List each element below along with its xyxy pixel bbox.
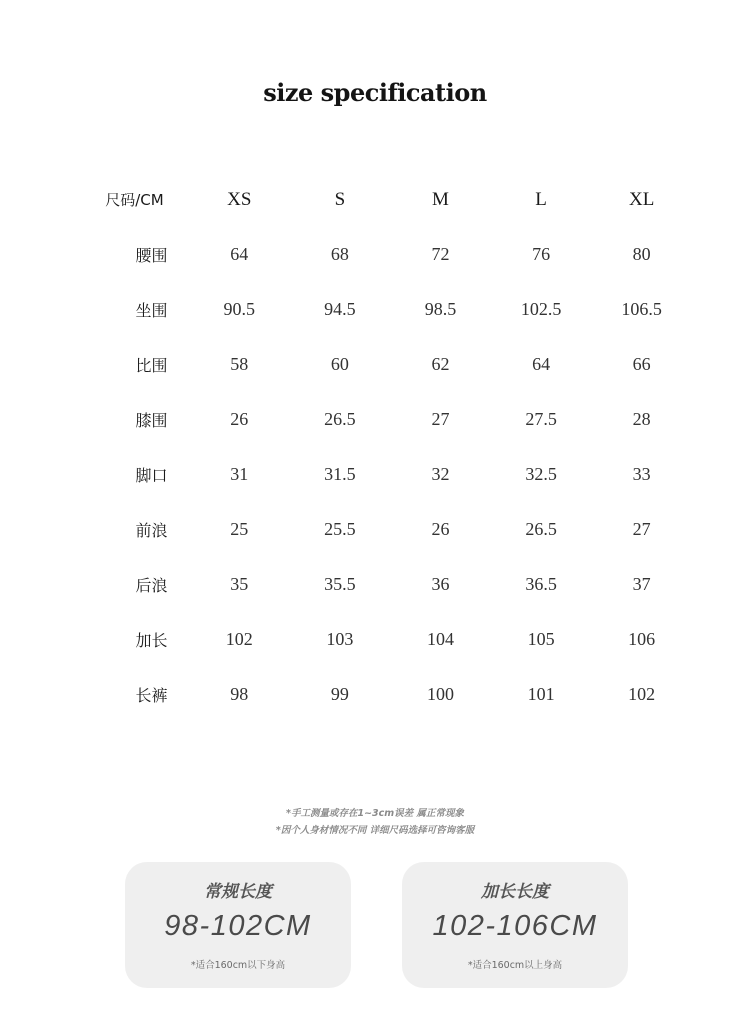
table-row (80, 612, 692, 667)
table-cell: 105 (527, 629, 555, 649)
table-cell: 103 (326, 629, 354, 649)
table-cell: 102 (225, 629, 253, 649)
table-cell: 76 (532, 244, 551, 264)
table-cell: 32 (431, 464, 450, 484)
table-cell: 35 (230, 574, 249, 594)
row-label: 比围 (135, 356, 168, 375)
table-cell: 66 (632, 354, 651, 374)
table-cell: 37 (632, 574, 651, 594)
card-range: 102-106CM (432, 910, 598, 942)
table-cell: 36.5 (525, 574, 557, 594)
row-label: 膝围 (135, 411, 168, 430)
table-cell: 36 (431, 574, 450, 594)
table-cell: 101 (527, 684, 555, 704)
table-row (80, 557, 692, 612)
card-range: 98-102CM (164, 910, 312, 942)
table-row (80, 227, 692, 282)
measurement-notes (0, 805, 750, 839)
table-cell: 68 (330, 244, 349, 264)
size-header-xl: XL (629, 188, 655, 210)
row-label: 腰围 (135, 246, 168, 265)
table-cell: 99 (330, 684, 349, 704)
table-cell: 27.5 (525, 409, 557, 429)
table-cell: 35.5 (324, 574, 356, 594)
row-label: 坐围 (135, 301, 168, 320)
row-label: 前浪 (135, 521, 168, 540)
table-cell: 60 (330, 354, 349, 374)
size-header-xs: XS (227, 188, 252, 210)
table-cell: 80 (632, 244, 651, 264)
table-row (80, 337, 692, 392)
table-cell: 72 (431, 244, 450, 264)
table-row (80, 282, 692, 337)
table-cell: 90.5 (223, 299, 256, 319)
table-cell: 64 (230, 244, 249, 264)
note-line: *手工测量或存在1~3cm误差 属正常现象 (286, 808, 464, 819)
table-cell: 106.5 (621, 299, 662, 319)
row-label: 加长 (135, 631, 168, 650)
long-length-card (402, 862, 628, 988)
table-cell: 102.5 (520, 299, 562, 319)
table-row (80, 392, 692, 447)
table-cell: 104 (426, 629, 454, 649)
table-cell: 26 (230, 409, 249, 429)
table-row (80, 502, 692, 557)
header-label: 尺码/CM (105, 191, 164, 209)
card-title: 常规长度 (204, 882, 272, 902)
size-table (80, 172, 692, 722)
table-cell: 94.5 (324, 299, 356, 319)
table-cell: 26.5 (324, 409, 356, 429)
table-cell: 98.5 (424, 299, 457, 319)
table-cell: 32.5 (525, 464, 557, 484)
regular-length-card (125, 862, 351, 988)
table-header-row (80, 172, 692, 227)
table-cell: 28 (632, 409, 651, 429)
table-cell: 100 (426, 684, 454, 704)
row-label: 脚口 (135, 466, 168, 485)
table-row (80, 667, 692, 722)
size-header-m: M (432, 188, 449, 210)
card-title: 加长长度 (481, 882, 549, 902)
table-cell: 27 (431, 409, 450, 429)
table-cell: 25.5 (324, 519, 356, 539)
size-header-s: S (334, 188, 346, 210)
row-label: 后浪 (135, 576, 168, 595)
table-cell: 31.5 (324, 464, 356, 484)
table-cell: 62 (431, 354, 450, 374)
table-cell: 33 (632, 464, 651, 484)
row-label: 长裤 (135, 686, 168, 705)
note-line: *因个人身材情况不同 详细尺码选择可咨询客服 (275, 825, 475, 836)
size-header-l: L (535, 188, 547, 210)
page-title: size specification (263, 78, 487, 107)
table-cell: 102 (628, 684, 656, 704)
card-note: *适合160cm以下身高 (190, 960, 286, 971)
table-cell: 58 (230, 354, 249, 374)
table-row (80, 447, 692, 502)
table-cell: 98 (230, 684, 249, 704)
table-cell: 106 (628, 629, 656, 649)
table-cell: 25 (230, 519, 249, 539)
table-cell: 31 (230, 464, 249, 484)
table-cell: 27 (632, 519, 651, 539)
table-cell: 26 (431, 519, 450, 539)
card-note: *适合160cm以上身高 (467, 960, 563, 971)
table-cell: 26.5 (525, 519, 557, 539)
table-cell: 64 (532, 354, 551, 374)
